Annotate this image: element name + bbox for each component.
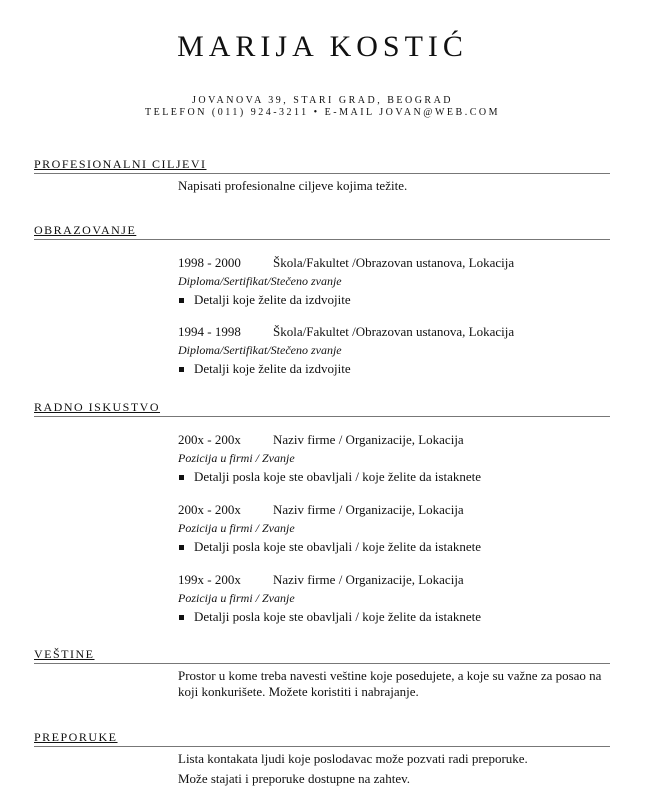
entry-role: Diploma/Sertifikat/Stečeno zvanje bbox=[178, 343, 342, 357]
entry-role: Pozicija u firmi / Zvanje bbox=[178, 521, 295, 535]
bullet-square-icon bbox=[179, 298, 184, 303]
section-experience-header bbox=[34, 400, 610, 417]
entry-bullet-text: Detalji posla koje ste obavljali / koje želite da istaknete bbox=[194, 539, 481, 554]
entry-institution: Naziv firme / Organizacije, Lokacija bbox=[273, 432, 464, 447]
entry-years: 199x - 200x bbox=[178, 572, 241, 587]
bullet-square-icon bbox=[179, 545, 184, 550]
bullet-square-icon bbox=[179, 615, 184, 620]
section-education-header bbox=[34, 223, 610, 240]
entry-bullet-text: Detalji koje želite da izdvojite bbox=[194, 361, 351, 376]
entry-role: Pozicija u firmi / Zvanje bbox=[178, 591, 295, 605]
entry-institution: Škola/Fakultet /Obrazovan ustanova, Lokacija bbox=[273, 255, 515, 270]
skills-text: Prostor u kome treba navesti veštine koje posedujete, a koje su važne za posao na koji konkurišete. Možete koristiti i nabrajanje. bbox=[178, 668, 602, 699]
objectives-text: Napisati profesionalne ciljeve kojima težite. bbox=[178, 178, 408, 193]
entry-role: Pozicija u firmi / Zvanje bbox=[178, 451, 295, 465]
section-objectives-header bbox=[34, 157, 610, 174]
experience-entry bbox=[178, 431, 610, 487]
section-skills-header bbox=[34, 647, 610, 664]
entry-years: 1998 - 2000 bbox=[178, 255, 241, 270]
entry-bullet bbox=[178, 607, 610, 627]
entry-bullet bbox=[178, 290, 610, 310]
entry-institution: Naziv firme / Organizacije, Lokacija bbox=[273, 502, 464, 517]
experience-entry bbox=[178, 501, 610, 557]
entry-bullet bbox=[178, 359, 610, 379]
entry-institution: Škola/Fakultet /Obrazovan ustanova, Lokacija bbox=[273, 324, 515, 339]
entry-role: Diploma/Sertifikat/Stečeno zvanje bbox=[178, 274, 342, 288]
entry-institution: Naziv firme / Organizacije, Lokacija bbox=[273, 572, 464, 587]
section-title: RADNO ISKUSTVO bbox=[34, 400, 161, 414]
candidate-name: MARIJA KOSTIĆ bbox=[177, 30, 468, 63]
experience-entry bbox=[178, 571, 610, 627]
entry-bullet bbox=[178, 467, 610, 487]
references-line-1: Lista kontakata ljudi koje poslodavac može pozvati radi preporuke. bbox=[178, 751, 528, 766]
entry-bullet-text: Detalji posla koje ste obavljali / koje želite da istaknete bbox=[194, 469, 481, 484]
section-title: VEŠTINE bbox=[34, 647, 95, 661]
section-title: PROFESIONALNI CILJEVI bbox=[34, 157, 207, 171]
section-title: PREPORUKE bbox=[34, 730, 118, 744]
entry-bullet bbox=[178, 537, 610, 557]
address-line: JOVANOVA 39, STARI GRAD, BEOGRAD bbox=[191, 95, 454, 106]
references-line-2: Može stajati i preporuke dostupne na zahtev. bbox=[178, 771, 410, 786]
entry-bullet-text: Detalji posla koje ste obavljali / koje želite da istaknete bbox=[194, 609, 481, 624]
entry-years: 1994 - 1998 bbox=[178, 324, 241, 339]
bullet-square-icon bbox=[179, 367, 184, 372]
bullet-square-icon bbox=[179, 475, 184, 480]
entry-years: 200x - 200x bbox=[178, 502, 241, 517]
contact-line: TELEFON (011) 924-3211 • E-MAIL JOVAN@WEB.COM bbox=[144, 107, 500, 118]
education-entry bbox=[178, 254, 610, 310]
entry-bullet-text: Detalji koje želite da izdvojite bbox=[194, 292, 351, 307]
education-entry bbox=[178, 323, 610, 379]
entry-years: 200x - 200x bbox=[178, 432, 241, 447]
section-title: OBRAZOVANJE bbox=[34, 223, 137, 237]
section-references-header bbox=[34, 730, 610, 747]
